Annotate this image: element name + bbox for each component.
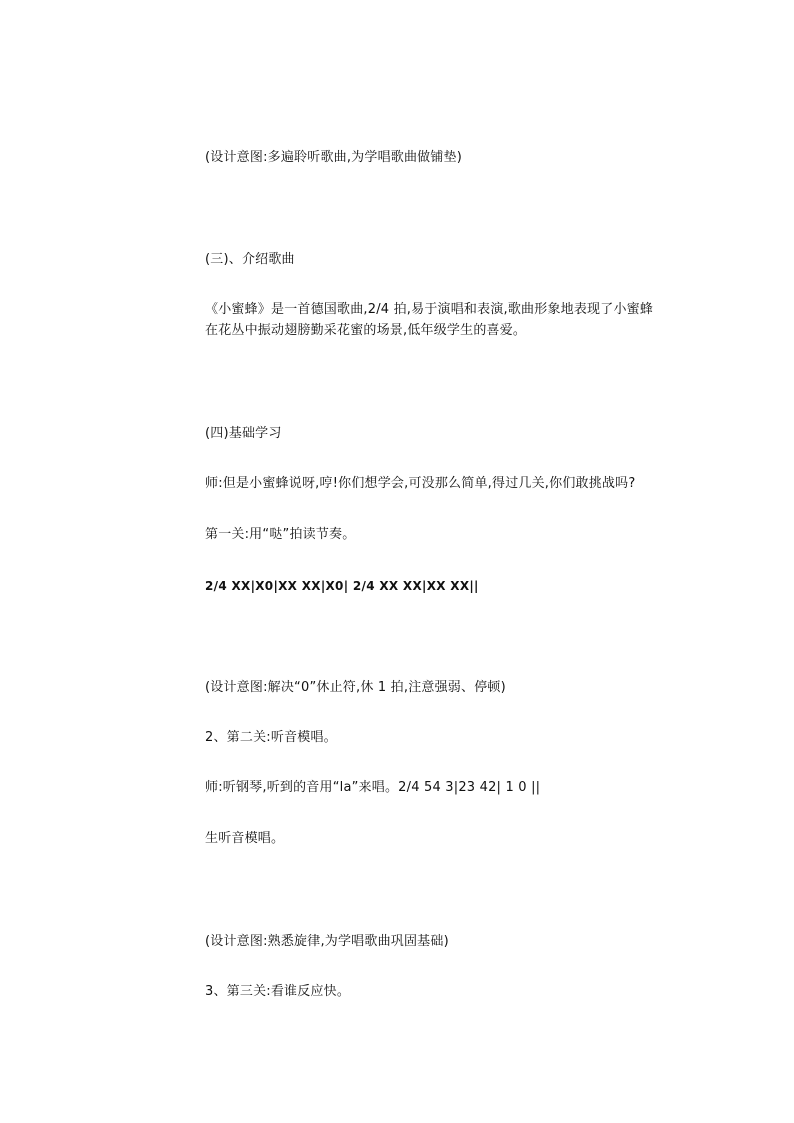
rhythm-notation: 2/4 XX|X0|XX XX|X0| 2/4 XX XX|XX XX|| — [205, 579, 479, 593]
level-three-heading: 3、第三关:看谁反应快。 — [205, 984, 351, 999]
student-imitate-line: 生听音模唱。 — [205, 831, 285, 846]
design-intent-note-1: (设计意图:多遍聆听歌曲,为学唱歌曲做铺垫) — [205, 150, 463, 165]
teacher-piano-instruction: 师:听钢琴,听到的音用“la”来唱。2/4 54 3|23 42| 1 0 || — [205, 780, 541, 795]
teacher-challenge-line: 师:但是小蜜蜂说呀,哼!你们想学会,可没那么简单,得过几关,你们敢挑战吗? — [205, 476, 636, 491]
song-intro-line-1: 《小蜜蜂》是一首德国歌曲,2/4 拍,易于演唱和表演,歌曲形象地表现了小蜜蜂 — [205, 302, 654, 317]
level-two-heading: 2、第二关:听音模唱。 — [205, 730, 337, 745]
song-intro-line-2: 在花丛中振动翅膀勤采花蜜的场景,低年级学生的喜爱。 — [205, 323, 527, 338]
design-intent-note-2: (设计意图:解决“0”休止符,休 1 拍,注意强弱、停顿) — [205, 680, 506, 695]
section-heading-introduce-song: (三)、介绍歌曲 — [205, 252, 295, 267]
design-intent-note-3: (设计意图:熟悉旋律,为学唱歌曲巩固基础) — [205, 934, 449, 949]
section-heading-basic-learning: (四)基础学习 — [205, 426, 282, 441]
level-one-instruction: 第一关:用“哒”拍读节奏。 — [205, 527, 356, 542]
